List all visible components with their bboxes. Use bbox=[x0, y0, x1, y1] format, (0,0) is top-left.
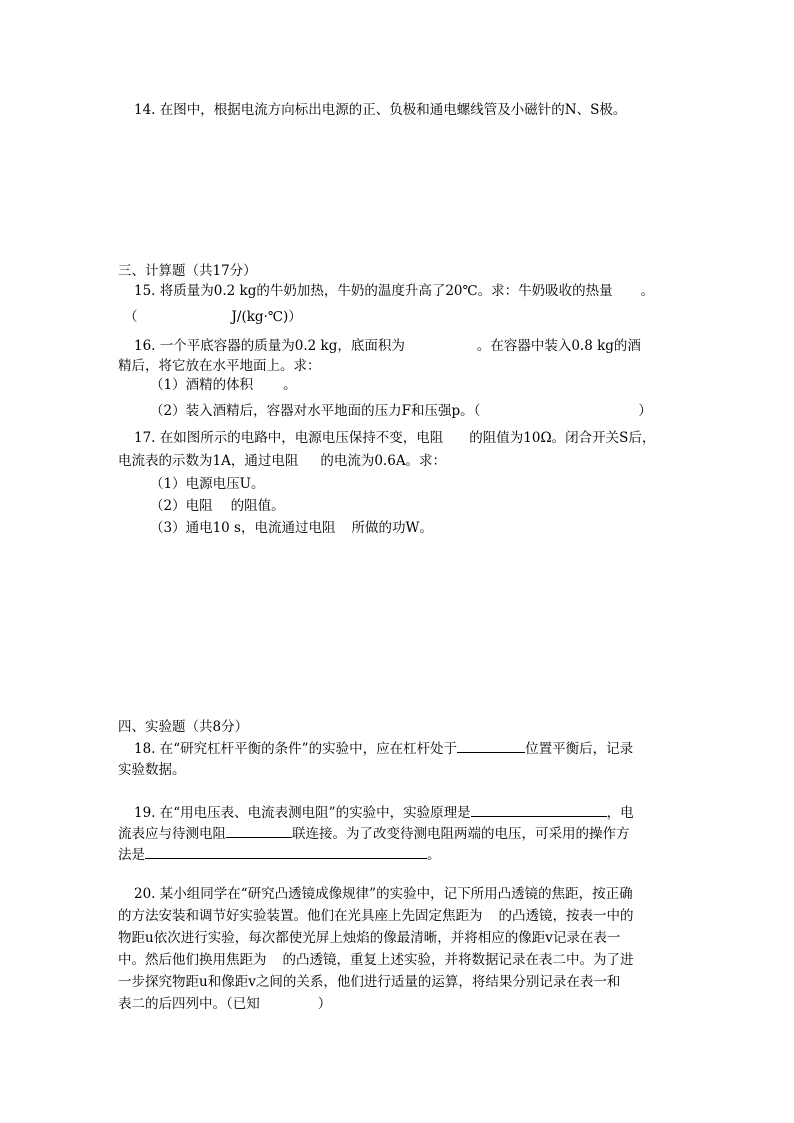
question-20-line5: 一步探究物距u和像距v之间的关系，他们进行适量的运算，将结果分别记录在表一和 bbox=[118, 974, 621, 990]
question-14 bbox=[134, 100, 626, 120]
question-15: 15. 将质量为0.2 kg的牛奶加热，牛奶的温度升高了20℃。求：牛奶吸收的热量 。 bbox=[134, 283, 655, 299]
q19-method-blank[interactable] bbox=[145, 844, 427, 859]
question-20-line6: 表二的后四列中。（已知 ） bbox=[118, 996, 332, 1012]
question-16: 16. 一个平底容器的质量为0.2 kg，底面积为 。在容器中装入0.8 kg的酒 bbox=[134, 338, 641, 354]
section-4-heading: 四、实验题（共8分） bbox=[118, 719, 249, 735]
question-17-sub3: （3）通电10 s，电流通过电阻 所做的功W。 bbox=[150, 520, 433, 536]
question-16-sub1: （1）酒精的体积 。 bbox=[150, 377, 297, 393]
q19-connection-blank[interactable] bbox=[226, 823, 292, 838]
section-3-heading: 三、计算题（共17分） bbox=[118, 263, 257, 279]
question-16-line2: 精后，将它放在水平地面上。求： bbox=[118, 358, 321, 374]
question-16-sub2: （2）装入酒精后，容器对水平地面的压力F和压强p。（ ） bbox=[150, 403, 652, 419]
question-19-line3: 法是 。 bbox=[118, 844, 441, 865]
question-19: 19. 在“用电压表、电流表测电阻”的实验中，实验原理是 ，电 bbox=[134, 802, 634, 823]
question-18-line2: 实验数据。 bbox=[118, 762, 186, 778]
question-18: 18. 在“研究杠杆平衡的条件”的实验中，应在杠杆处于 位置平衡后，记录 bbox=[134, 738, 633, 759]
question-17-sub2: （2）电阻 的阻值。 bbox=[150, 498, 285, 514]
question-19-line2: 流表应与待测电阻 联连接。为了改变待测电阻两端的电压，可采用的操作方 bbox=[118, 823, 630, 844]
question-17-sub1: （1）电源电压U。 bbox=[150, 476, 265, 492]
question-20-line4: 中。然后他们换用焦距为 的凸透镜，重复上述实验，并将数据记录在表二中。为了进 bbox=[118, 952, 634, 968]
q14-text: 14. 在图中，根据电流方向标出电源的正、负极和通电螺线管及小磁针的N、S极。 bbox=[134, 102, 627, 118]
q18-answer-blank[interactable] bbox=[457, 738, 525, 753]
q19-principle-blank[interactable] bbox=[471, 802, 607, 817]
question-20: 20. 某小组同学在“研究凸透镜成像规律”的实验中，记下所用凸透镜的焦距，按正确 bbox=[134, 886, 633, 902]
question-17: 17. 在如图所示的电路中，电源电压保持不变，电阻 的阻值为10Ω。闭合开关S后， bbox=[134, 430, 656, 446]
question-20-line3: 物距u依次进行实验，每次都使光屏上烛焰的像最清晰，并将相应的像距v记录在表一 bbox=[118, 930, 621, 946]
question-20-line2: 的方法安装和调节好实验装置。他们在光具座上先固定焦距为 的凸透镜，按表一中的 bbox=[118, 908, 634, 924]
question-15-line2: （ J/(kg·℃)） bbox=[124, 309, 302, 325]
question-17-line2: 电流表的示数为1A，通过电阻 的电流为0.6A。求： bbox=[118, 453, 447, 469]
